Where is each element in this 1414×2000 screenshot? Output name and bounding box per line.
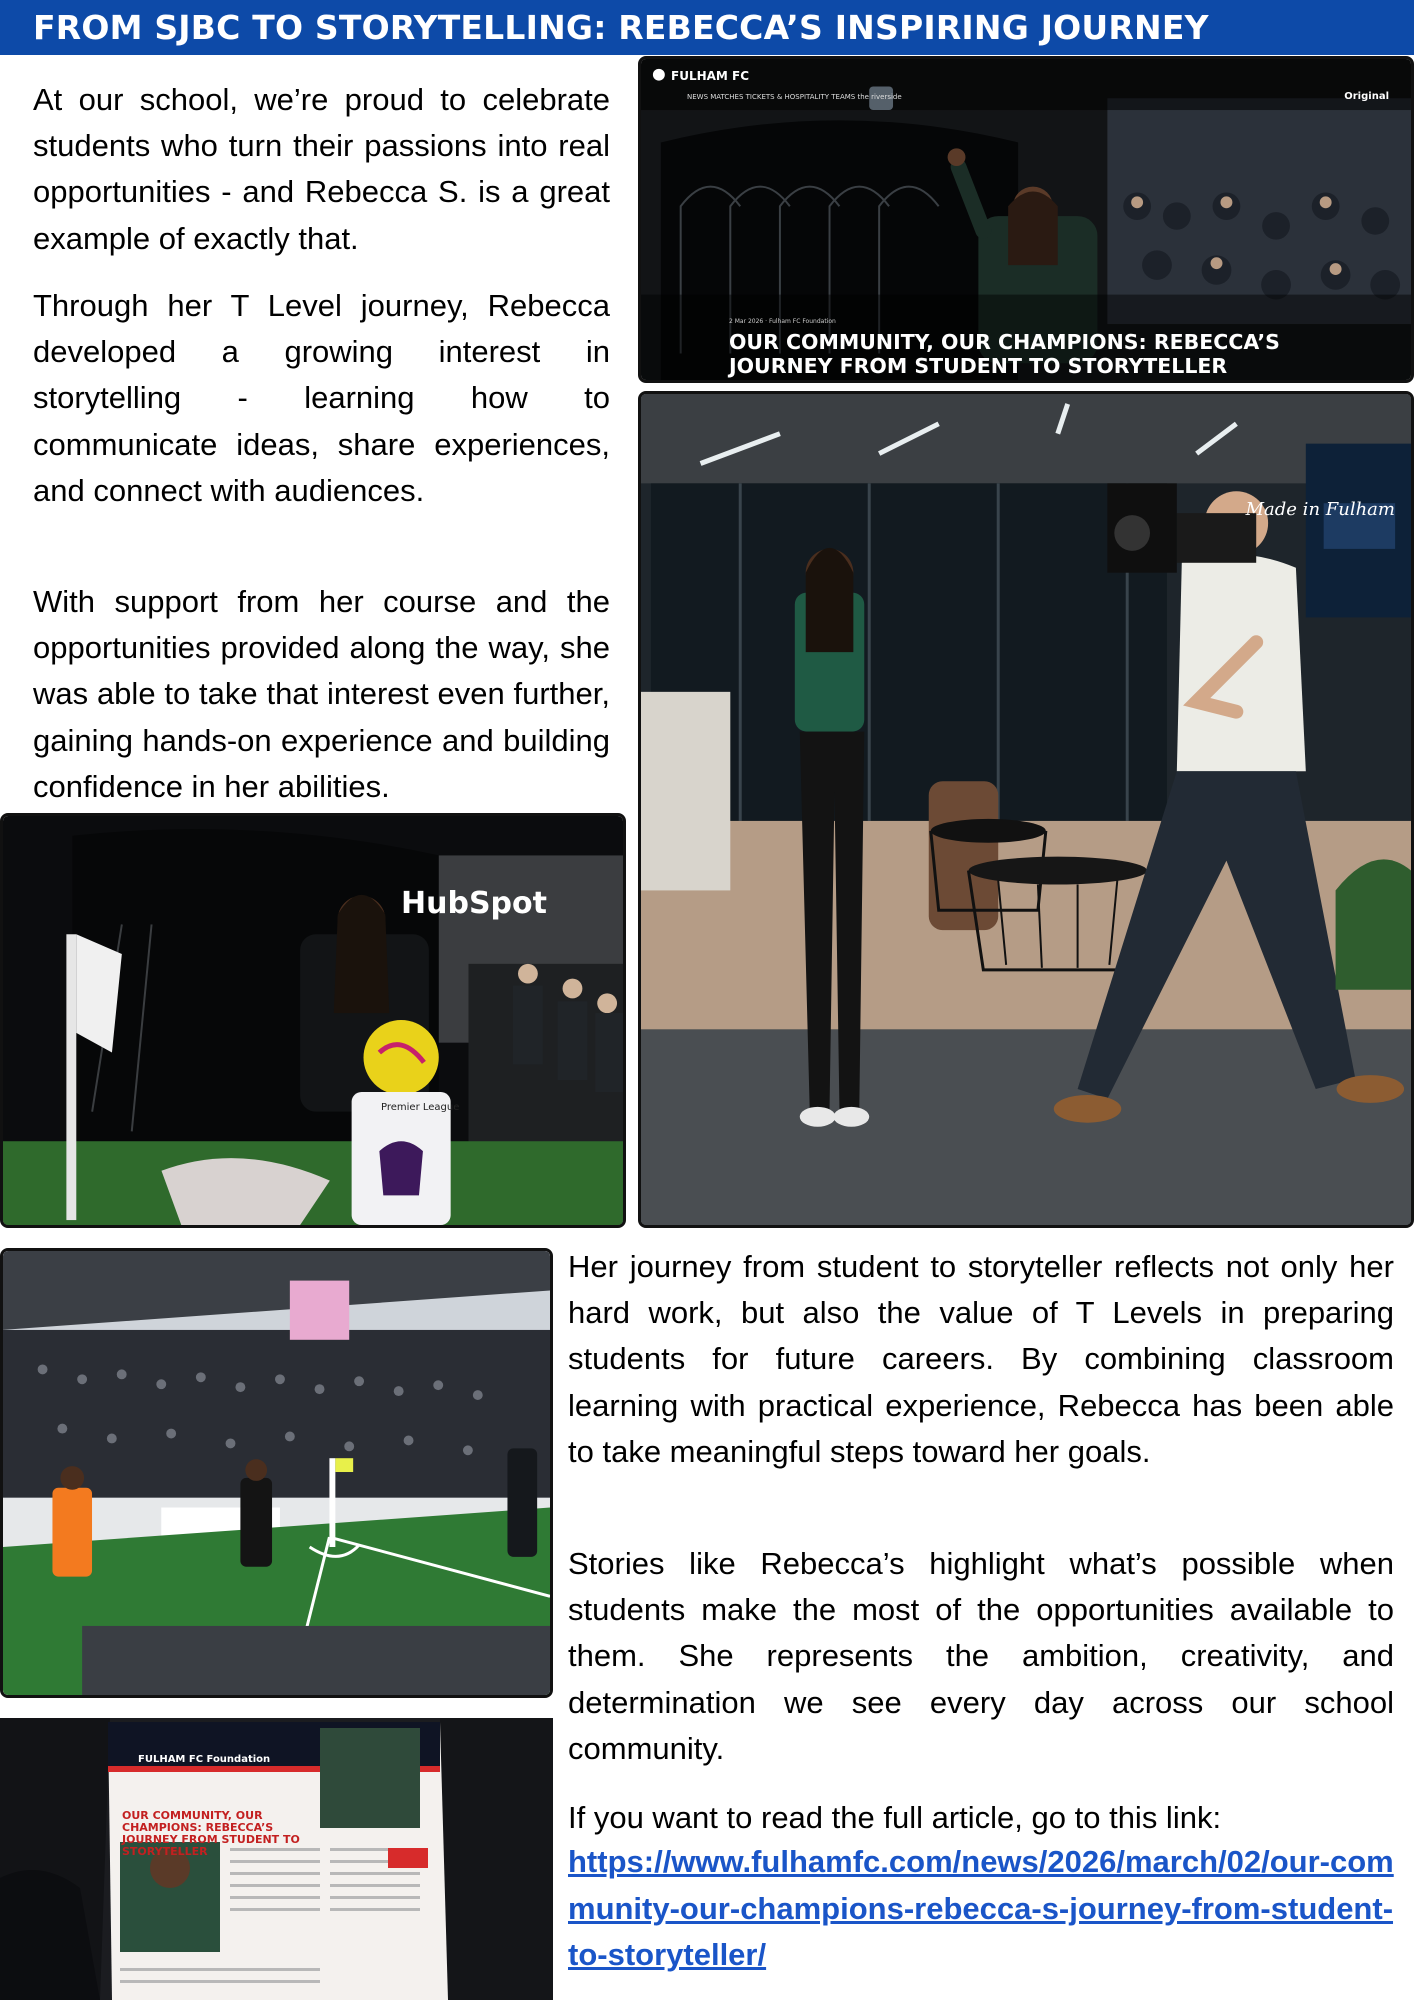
highlight-paragraph: Stories like Rebecca’s highlight what’s possible when students make the most of the opportunities available to them. She represents the ambition, creativity, and determination we see every day across our school community. [568, 1546, 1394, 1766]
stadium-sideline-photo [0, 1248, 553, 1698]
intro-paragraph: At our school, we’re proud to celebrate students who turn their passions into real opportunities - and Rebecca S. is a great example of exactly that. [33, 82, 610, 256]
page-title-banner [0, 0, 1414, 55]
studio-screen-text: Made in Fulham [1245, 499, 1395, 520]
website-article-photo [638, 56, 1414, 383]
support-paragraph: With support from her course and the opportunities provided along the way, she was able to take that interest even further, gaining hands-on experience and building confidence in her abilities. [33, 584, 610, 804]
link-intro-text: If you want to read the full article, go to this link: [568, 1800, 1222, 1835]
premier-league-label: Premier League [381, 1102, 460, 1113]
page-title: FROM SJBC TO STORYTELLING: REBECCA’S INSPIRING JOURNEY [33, 8, 1209, 47]
website-headline: OUR COMMUNITY, OUR CHAMPIONS: REBECCA’S JOURNEY FROM STUDENT TO STORYTELLER [729, 330, 1280, 378]
printed-magazine-photo [0, 1718, 553, 2000]
original-badge: Original [1344, 91, 1389, 102]
tunnel-match-ball-photo [0, 813, 626, 1228]
website-nav: NEWS MATCHES TICKETS & HOSPITALITY TEAMS the riverside [687, 93, 902, 101]
website-caption: 2 Mar 2026 · Fulham FC Foundation [729, 318, 836, 325]
magazine-headline: OUR COMMUNITY, OUR CHAMPIONS: REBECCA’S JOURNEY FROM STUDENT TO STORYTELLER [122, 1809, 300, 1858]
career-paragraph: Her journey from student to storyteller reflects not only her hard work, but also the value of T Levels in preparing students for future careers. By combining classroom learning with practical experience, Rebecca has been able to take meaningful steps toward her goals. [568, 1249, 1394, 1469]
full-article-link[interactable]: https://www.fulhamfc.com/news/2026/march/02/our-community-our-champions-rebecca-s-journey-from-student-to-storyteller/ [568, 1844, 1394, 1972]
website-brand: FULHAM FC [671, 69, 750, 83]
storytelling-paragraph: Through her T Level journey, Rebecca developed a growing interest in storytelling - learning how to communicate ideas, share experiences, and connect with audiences. [33, 288, 610, 508]
studio-interview-photo [638, 391, 1414, 1228]
magazine-brand: FULHAM FC Foundation [138, 1754, 271, 1765]
hubspot-sign: HubSpot [401, 886, 547, 921]
